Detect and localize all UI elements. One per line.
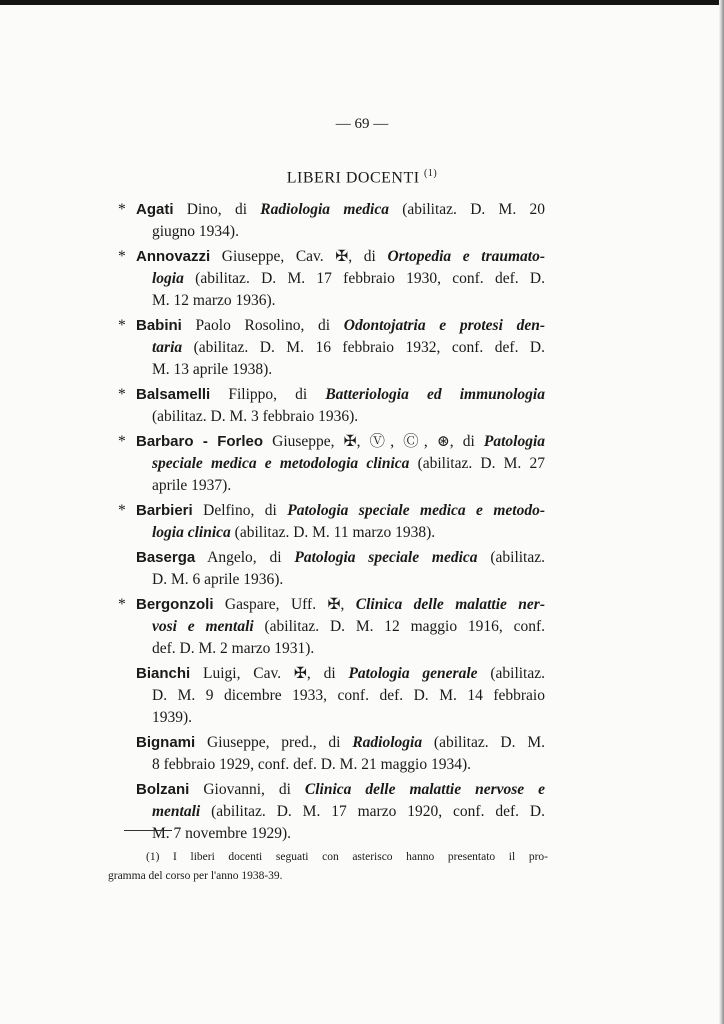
subject: Clinica delle malattie nervose e <box>304 781 545 798</box>
entry-line <box>118 315 545 337</box>
docente-name: Babini <box>136 317 182 334</box>
entry-text: (abilitaz. D. M. 17 febbraio 1930, conf. def. D. <box>183 270 545 287</box>
entry-text: (abilitaz. D. M. 17 marzo 1920, conf. def. D. <box>200 803 545 820</box>
footnote-rule <box>124 830 172 831</box>
entry-line <box>118 547 545 569</box>
subject: Patologia speciale medica <box>294 549 478 566</box>
list-item <box>118 779 545 845</box>
footnote-line: (1) I liberi docenti seguati con asterisco hanno presentato il pro- <box>146 851 548 863</box>
entry-text: Filippo, di <box>210 386 326 403</box>
entry-line <box>118 594 545 616</box>
docente-name: Bergonzoli <box>136 596 214 613</box>
entry-text: M. 13 aprile 1938). <box>152 361 273 378</box>
entry-line <box>118 406 545 428</box>
entry-text: (abilitaz. D. M. 3 febbraio 1936). <box>152 408 359 425</box>
entry-line <box>118 384 545 406</box>
docente-name: Bolzani <box>136 781 190 798</box>
entry-line <box>118 431 545 453</box>
footnote-line: gramma del corso per l'anno 1938-39. <box>108 870 283 882</box>
entry-text: (abilitaz. <box>477 665 545 682</box>
asterisk-mark: * <box>118 201 126 218</box>
entry-text: (abilitaz. D. M. 11 marzo 1938). <box>230 524 436 541</box>
subject: mentali <box>152 803 201 820</box>
entry-text: D. M. 6 aprile 1936). <box>152 571 284 588</box>
entry-line <box>118 359 545 381</box>
entry-text: 8 febbraio 1929, conf. def. D. M. 21 maggio 1934). <box>152 756 471 773</box>
docente-name: Bignami <box>136 734 196 751</box>
subject: Ortopedia e traumato- <box>387 248 545 265</box>
page-title <box>0 168 724 187</box>
entry-line <box>118 663 545 685</box>
list-item <box>118 594 545 660</box>
entry-text: Giuseppe, pred., di <box>195 734 353 751</box>
asterisk-mark: * <box>118 317 126 334</box>
entry-line <box>118 453 545 475</box>
list-item <box>118 732 545 776</box>
entry-line <box>118 823 545 845</box>
entry-text: M. 7 novembre 1929). <box>152 825 292 842</box>
subject: Batteriologia ed immunologia <box>325 386 545 403</box>
scan-top-edge <box>0 0 724 5</box>
entry-text: (abilitaz. <box>477 549 545 566</box>
entry-text: (abilitaz. D. M. <box>422 734 545 751</box>
asterisk-mark: * <box>118 386 126 403</box>
subject: vosi e mentali <box>152 618 254 635</box>
entry-text: (abilitaz. D. M. 16 febbraio 1932, conf. def. D. <box>182 339 545 356</box>
subject: Patologia generale <box>348 665 478 682</box>
entry-line <box>118 707 545 729</box>
entry-text: Dino, di <box>173 201 261 218</box>
entry-text: 1939). <box>152 709 193 726</box>
entry-line <box>118 685 545 707</box>
entry-line <box>118 246 545 268</box>
subject: Radiologia <box>352 734 423 751</box>
list-item <box>118 500 545 544</box>
subject: Patologia <box>483 433 546 450</box>
entry-line <box>118 569 545 591</box>
scan-right-edge <box>719 0 724 1024</box>
entry-line <box>118 801 545 823</box>
title-text: LIBERI DOCENTI <box>286 169 420 187</box>
list-item <box>118 384 545 428</box>
entry-text: Gaspare, Uff. ✠, <box>213 596 356 613</box>
page-number-text: — 69 — <box>335 116 389 132</box>
entry-line <box>118 337 545 359</box>
asterisk-mark: * <box>118 596 126 613</box>
entry-text: Giovanni, di <box>189 781 305 798</box>
entry-line <box>118 754 545 776</box>
entry-line <box>118 779 545 801</box>
entry-text: D. M. 9 dicembre 1933, conf. def. D. M. 14 febbraio <box>152 687 545 704</box>
entry-line <box>118 290 545 312</box>
entry-line <box>118 500 545 522</box>
list-item <box>118 431 545 497</box>
entry-line <box>118 268 545 290</box>
entry-line <box>118 221 545 243</box>
asterisk-mark: * <box>118 502 126 519</box>
entry-text: (abilitaz. D. M. 12 maggio 1916, conf. <box>253 618 545 635</box>
entry-text: aprile 1937). <box>152 477 232 494</box>
docente-name: Balsamelli <box>136 386 211 403</box>
entry-text: Giuseppe, ✠, Ⓥ, Ⓒ, ⊛, di <box>263 433 484 450</box>
list-item <box>118 246 545 312</box>
entry-text: Delfino, di <box>192 502 288 519</box>
entry-text: def. D. M. 2 marzo 1931). <box>152 640 315 657</box>
subject: Radiologia medica <box>260 201 389 218</box>
entry-line <box>118 522 545 544</box>
entry-text: Paolo Rosolino, di <box>181 317 344 334</box>
docente-name: Barbieri <box>136 502 193 519</box>
subject: logia clinica <box>152 524 231 541</box>
subject: taria <box>152 339 183 356</box>
entry-text: M. 12 marzo 1936). <box>152 292 276 309</box>
list-item <box>118 663 545 729</box>
subject: logia <box>152 270 184 287</box>
subject: Clinica delle malattie ner- <box>355 596 545 613</box>
asterisk-mark: * <box>118 248 126 265</box>
entry-line <box>118 638 545 660</box>
docente-name: Annovazzi <box>136 248 211 265</box>
page-number <box>0 116 724 133</box>
entry-line <box>118 475 545 497</box>
docente-name: Agati <box>136 201 174 218</box>
subject: Patologia speciale medica e metodo- <box>287 502 546 519</box>
subject: speciale medica e metodologia clinica <box>152 455 410 472</box>
asterisk-mark: * <box>118 433 126 450</box>
entry-text: giugno 1934). <box>152 223 239 240</box>
entry-line <box>118 732 545 754</box>
list-item <box>118 315 545 381</box>
subject: Odontojatria e protesi den- <box>343 317 545 334</box>
footnote-mark: (1) <box>424 168 438 179</box>
entry-line <box>118 616 545 638</box>
entry-line <box>118 199 545 221</box>
docente-name: Baserga <box>136 549 196 566</box>
list-item <box>118 199 545 243</box>
docente-name: Barbaro - Forleo <box>136 433 264 450</box>
entry-text: (abilitaz. D. M. 20 <box>388 201 545 218</box>
entry-text: Angelo, di <box>195 549 295 566</box>
entry-text: Giuseppe, Cav. ✠, di <box>210 248 388 265</box>
docenti-list <box>118 199 545 848</box>
entry-text: Luigi, Cav. ✠, di <box>190 665 349 682</box>
docente-name: Bianchi <box>136 665 191 682</box>
footnote <box>108 848 548 886</box>
list-item <box>118 547 545 591</box>
entry-text: (abilitaz. D. M. 27 <box>409 455 545 472</box>
